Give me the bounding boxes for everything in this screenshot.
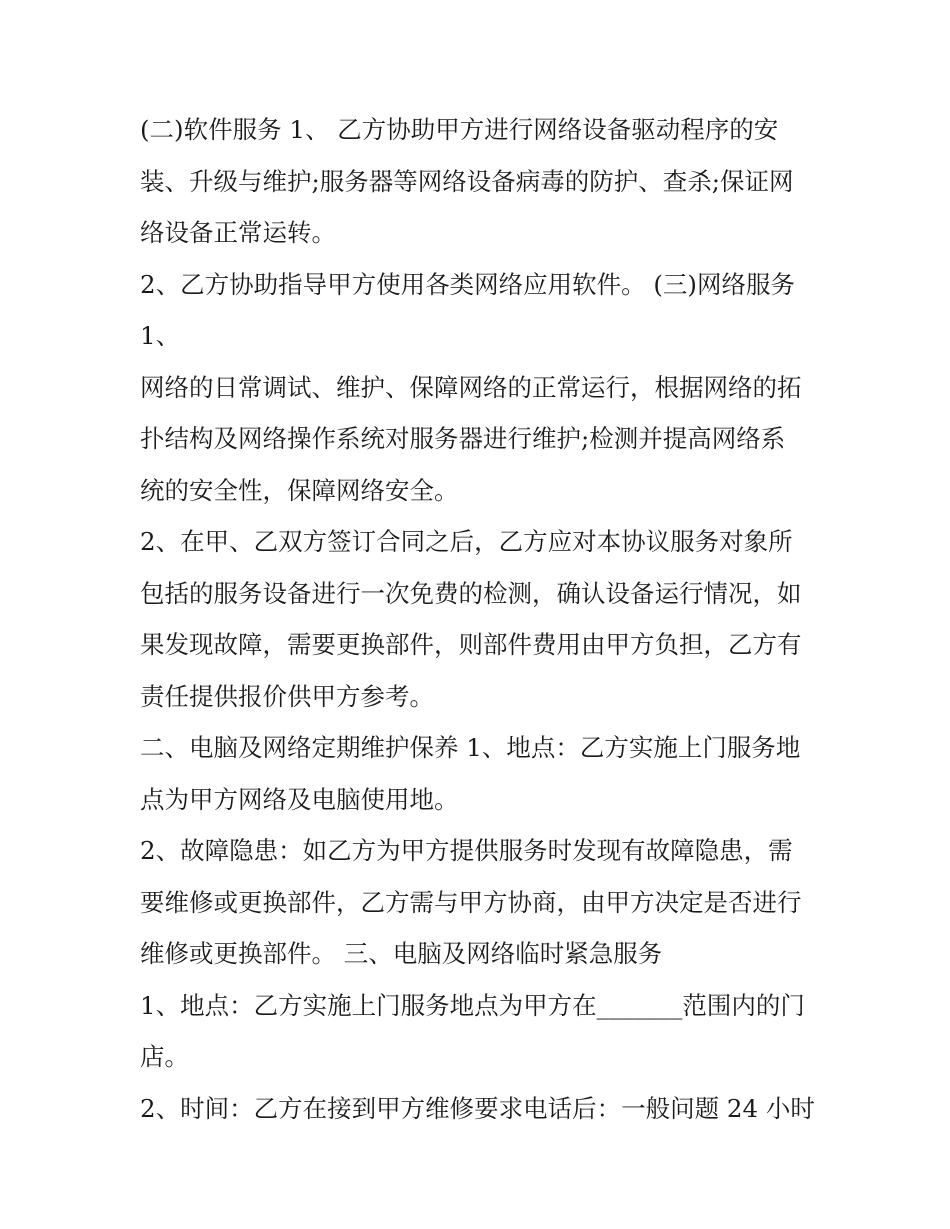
text-line: 责任提供报价供甲方参考。 (140, 681, 434, 711)
text-line: 2、时间：乙方在接到甲方维修要求电话后：一般问题 24 小时 (140, 1093, 815, 1123)
document-body (140, 104, 820, 1134)
text-line: 维修或更换部件。 三、电脑及网络临时紧急服务 (140, 939, 663, 968)
text-line: 果发现故障，需要更换部件，则部件费用由甲方负担，乙方有 (140, 630, 802, 659)
text-line: 店。 (140, 1042, 189, 1071)
text-line: 2、乙方协助指导甲方使用各类网络应用软件。 (三)网络服务 (140, 269, 795, 299)
text-line: 1、 (140, 321, 181, 350)
text-line: 2、故障隐患：如乙方为甲方提供服务时发现有故障隐患，需 (140, 836, 793, 865)
text-line: (二)软件服务 1、 乙方协助甲方进行网络设备驱动程序的安 (140, 115, 779, 144)
text-line: 二、电脑及网络定期维护保养 1、地点：乙方实施上门服务地 (140, 733, 801, 762)
text-line: 1、地点：乙方实施上门服务地点为甲方在_______范围内的门 (140, 990, 805, 1020)
text-line: 点为甲方网络及电脑使用地。 (140, 784, 459, 814)
text-line: 网络的日常调试、维护、保障网络的正常运行，根据网络的拓 (140, 372, 802, 402)
text-line: 包括的服务设备进行一次免费的检测，确认设备运行情况，如 (140, 578, 802, 608)
text-line: 要维修或更换部件，乙方需与甲方协商，由甲方决定是否进行 (140, 887, 802, 917)
text-line: 扑结构及网络操作系统对服务器进行维护;检测并提高网络系 (140, 424, 786, 453)
text-line: 装、升级与维护;服务器等网络设备病毒的防护、查杀;保证网 (140, 166, 794, 196)
text-line: 统的安全性，保障网络安全。 (140, 475, 459, 505)
text-line: 2、在甲、乙双方签订合同之后，乙方应对本协议服务对象所 (140, 527, 793, 556)
text-line: 络设备正常运转。 (140, 218, 336, 247)
